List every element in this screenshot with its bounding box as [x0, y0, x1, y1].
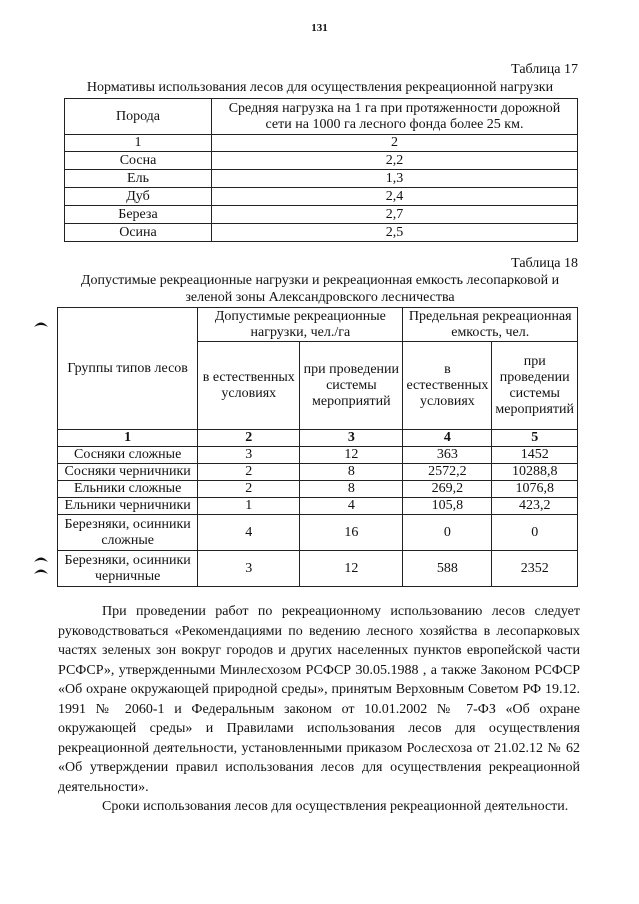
table18-cell: 12	[300, 447, 403, 464]
table18-sub-measures2: при проведении системы мероприятий	[492, 342, 578, 430]
table18-group: Березняки, осинники сложные	[58, 515, 198, 551]
table-row	[58, 447, 578, 464]
table18-group: Ельники сложные	[58, 481, 198, 498]
table18-cell: 0	[492, 515, 578, 551]
table18-group: Березняки, осинники черничные	[58, 551, 198, 587]
table18-title-line2: зеленой зоны Александровского лесничества	[185, 290, 455, 305]
table17-value: 2,5	[212, 224, 578, 242]
table17-value: 2,2	[212, 152, 578, 170]
table17-value: 2,4	[212, 188, 578, 206]
table18-header-groups: Группы типов лесов	[58, 308, 198, 430]
table18-group: Сосняки черничники	[58, 464, 198, 481]
table18-sub-natural: в естественных условиях	[198, 342, 300, 430]
table18-cell: 2572,2	[403, 464, 492, 481]
table-row	[58, 464, 578, 481]
table-row	[58, 551, 578, 587]
table-row	[65, 170, 578, 188]
table18-cell: 10288,8	[492, 464, 578, 481]
table18-cell: 269,2	[403, 481, 492, 498]
table18-cell: 105,8	[403, 498, 492, 515]
body-text	[58, 602, 580, 817]
table-row	[65, 224, 578, 242]
table18-cell: 16	[300, 515, 403, 551]
table18-colnum: 2	[198, 430, 300, 447]
table18-cell: 2	[198, 481, 300, 498]
table17-species: Осина	[65, 224, 212, 242]
table18-sub-natural2: в естественных условиях	[403, 342, 492, 430]
table18-cell: 363	[403, 447, 492, 464]
table18-group: Ельники черничники	[58, 498, 198, 515]
page-number: 131	[311, 22, 328, 34]
table17-value: 2,7	[212, 206, 578, 224]
table18-cell: 1076,8	[492, 481, 578, 498]
table17-header-species: Порода	[65, 99, 212, 135]
table18-cell: 8	[300, 481, 403, 498]
table17-species: Дуб	[65, 188, 212, 206]
table18-colnum: 1	[58, 430, 198, 447]
scan-mark-icon	[34, 320, 48, 327]
table18-group: Сосняки сложные	[58, 447, 198, 464]
table18-label: Таблица 18	[511, 256, 578, 271]
table18-cell: 3	[198, 447, 300, 464]
table18-cell: 2352	[492, 551, 578, 587]
table17-colnum: 1	[65, 135, 212, 152]
table18-cell: 2	[198, 464, 300, 481]
table18-cell: 1452	[492, 447, 578, 464]
table18-title-line1: Допустимые рекреационные нагрузки и рекреационная емкость лесопарковой и	[80, 273, 560, 288]
table17-value: 1,3	[212, 170, 578, 188]
table-row	[58, 498, 578, 515]
table-row	[58, 481, 578, 498]
table17-species: Ель	[65, 170, 212, 188]
table18-colnum: 5	[492, 430, 578, 447]
table-row	[65, 188, 578, 206]
table17-title: Нормативы использования лесов для осуществления рекреационной нагрузки	[86, 80, 554, 95]
table18-cell: 423,2	[492, 498, 578, 515]
table-row	[65, 206, 578, 224]
table18-sub-measures: при проведении системы мероприятий	[300, 342, 403, 430]
table17-species: Береза	[65, 206, 212, 224]
table-row	[58, 515, 578, 551]
table18-cell: 8	[300, 464, 403, 481]
scan-mark-icon	[34, 567, 48, 574]
table17-label: Таблица 17	[511, 62, 578, 77]
table18-colnum: 3	[300, 430, 403, 447]
table18	[57, 307, 578, 587]
table18-header-loads: Допустимые рекреационные нагрузки, чел./га	[198, 308, 403, 342]
table18-cell: 4	[198, 515, 300, 551]
table18-cell: 1	[198, 498, 300, 515]
table17	[64, 98, 578, 242]
table18-cell: 588	[403, 551, 492, 587]
scan-mark-icon	[34, 555, 48, 562]
paragraph: При проведении работ по рекреационному использованию лесов следует руководствоваться «Рекомендациями по ведению лесного хозяйства в лесопарковых частях зеленых зон вокруг городов и других населенных пунктов европейской части РСФСР», утвержденными Минлесхозом РСФСР 30.05.1988 , а также Законом РСФСР «Об охране окружающей природной среды», принятым Верховным Советом РФ 19.12. 1991 № 2060-1 и Федеральным законом от 10.01.2002 № 7-ФЗ «Об охране окружающей среды» и Правилами использования лесов для осуществления рекреационной деятельности, установленными приказом Рослесхоза от 21.02.12 № 62 «Об утверждении правил использования лесов для осуществления рекреационной деятельности».	[58, 604, 580, 795]
table18-cell: 4	[300, 498, 403, 515]
table18-cell: 0	[403, 515, 492, 551]
paragraph: Сроки использования лесов для осуществления рекреационной деятельности.	[102, 799, 569, 814]
table17-colnum: 2	[212, 135, 578, 152]
table-row	[65, 152, 578, 170]
table18-colnum: 4	[403, 430, 492, 447]
table17-species: Сосна	[65, 152, 212, 170]
table18-header-capacity: Предельная рекреационная емкость, чел.	[403, 308, 578, 342]
table18-cell: 3	[198, 551, 300, 587]
table17-header-load: Средняя нагрузка на 1 га при протяженности дорожной сети на 1000 га лесного фонда более 25 км.	[212, 99, 578, 135]
table18-cell: 12	[300, 551, 403, 587]
